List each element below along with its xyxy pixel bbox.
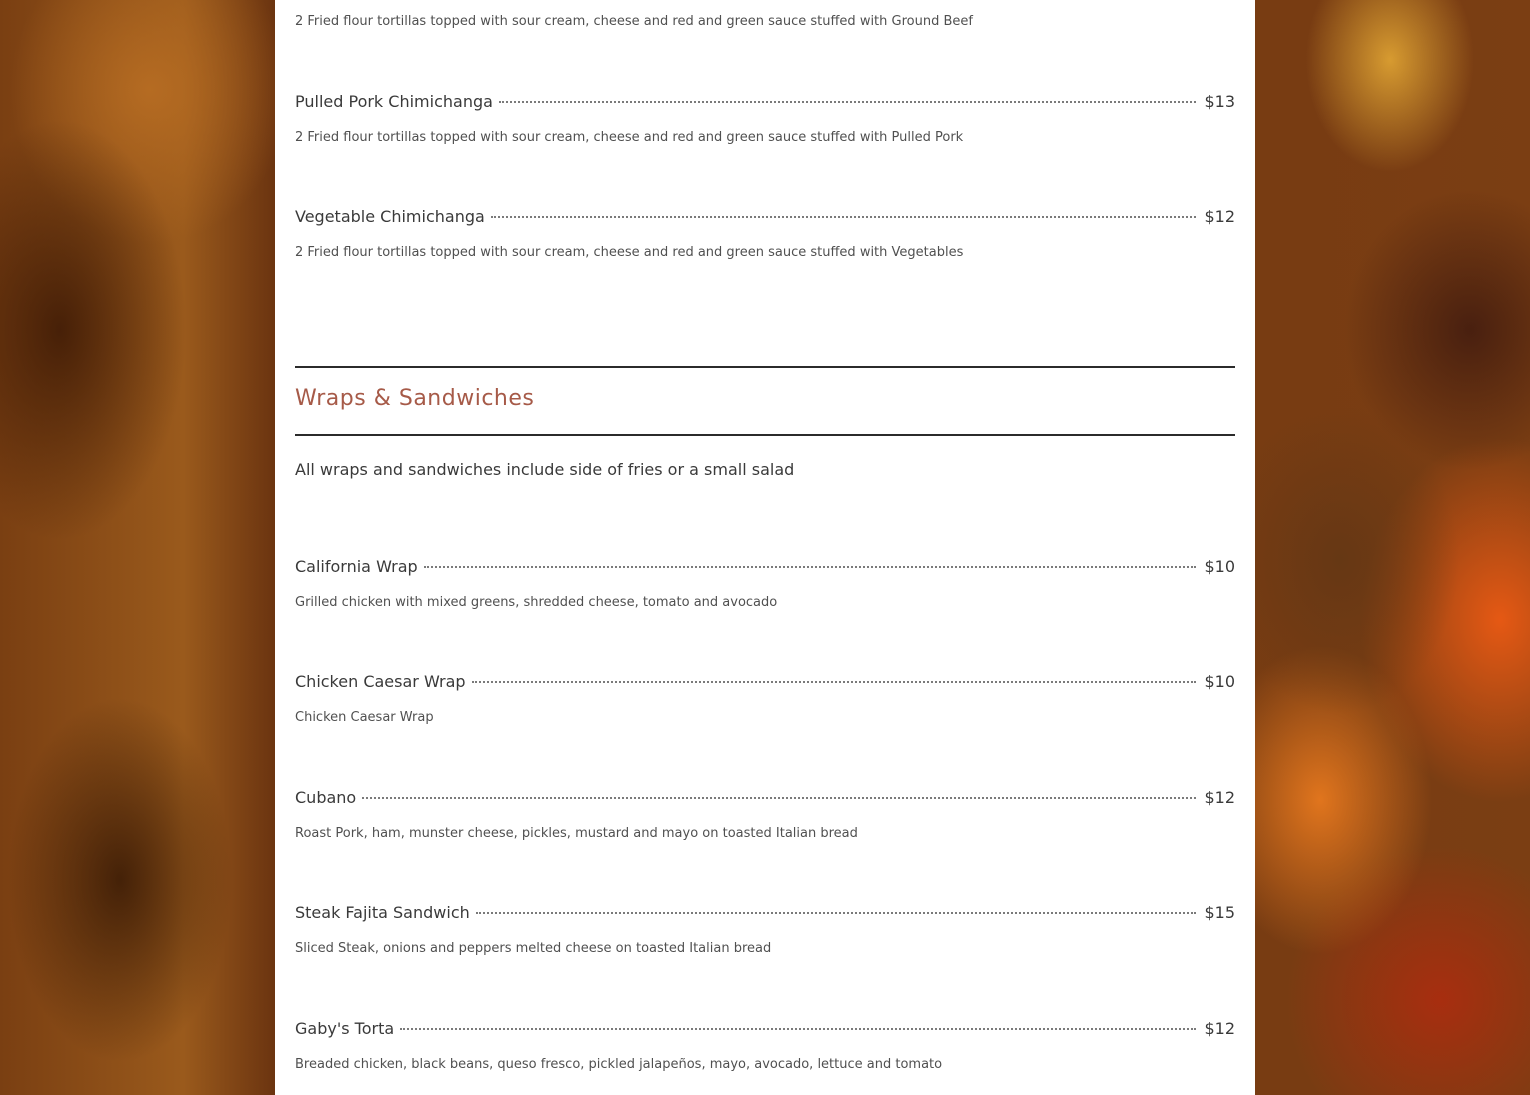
dot-leader — [476, 912, 1197, 914]
menu-item-name: Cubano — [295, 788, 357, 807]
section-divider-top — [295, 366, 1235, 368]
menu-item-california-wrap — [295, 556, 1235, 578]
section-note: All wraps and sandwiches include side of fries or a small salad — [295, 460, 795, 479]
menu-item-price: $12 — [1204, 1019, 1235, 1038]
item-description: 2 Fried flour tortillas topped with sour cream, cheese and red and green sauce stuffed with Vegetables — [295, 245, 964, 260]
dot-leader — [400, 1028, 1196, 1030]
menu-item-price: $15 — [1204, 903, 1235, 922]
menu-item-name: Chicken Caesar Wrap — [295, 672, 466, 691]
menu-item-name: Gaby's Torta — [295, 1019, 395, 1038]
menu-item-price: $10 — [1204, 557, 1235, 576]
menu-item-pulled-pork-chimichanga — [295, 91, 1235, 113]
item-description: Chicken Caesar Wrap — [295, 710, 434, 725]
menu-item-name: California Wrap — [295, 557, 418, 576]
item-description: Breaded chicken, black beans, queso fresco, pickled jalapeños, mayo, avocado, lettuce and tomato — [295, 1057, 943, 1072]
item-description: Grilled chicken with mixed greens, shredded cheese, tomato and avocado — [295, 595, 778, 610]
menu-item-price: $12 — [1204, 788, 1235, 807]
item-description: 2 Fried flour tortillas topped with sour cream, cheese and red and green sauce stuffed with Ground Beef — [295, 14, 973, 29]
section-divider-bottom — [295, 434, 1235, 436]
menu-item-name: Vegetable Chimichanga — [295, 207, 485, 226]
menu-item-price: $12 — [1204, 207, 1235, 226]
item-description: Roast Pork, ham, munster cheese, pickles, mustard and mayo on toasted Italian bread — [295, 826, 858, 841]
dot-leader — [491, 216, 1197, 218]
item-description: 2 Fried flour tortillas topped with sour cream, cheese and red and green sauce stuffed with Pulled Pork — [295, 130, 964, 145]
item-description: Sliced Steak, onions and peppers melted cheese on toasted Italian bread — [295, 941, 772, 956]
menu-item-cubano — [295, 787, 1235, 809]
menu-item-price: $10 — [1204, 672, 1235, 691]
menu-item-chicken-caesar-wrap — [295, 671, 1235, 693]
section-title: Wraps & Sandwiches — [295, 386, 535, 411]
menu-panel — [275, 0, 1255, 1095]
menu-item-vegetable-chimichanga — [295, 206, 1235, 228]
dot-leader — [424, 566, 1197, 568]
menu-item-name: Pulled Pork Chimichanga — [295, 92, 493, 111]
menu-item-gabys-torta — [295, 1018, 1235, 1040]
menu-item-steak-fajita-sandwich — [295, 902, 1235, 924]
dot-leader — [472, 681, 1197, 683]
menu-item-price: $13 — [1204, 92, 1235, 111]
dot-leader — [362, 797, 1196, 799]
dot-leader — [499, 101, 1197, 103]
menu-item-name: Steak Fajita Sandwich — [295, 903, 470, 922]
